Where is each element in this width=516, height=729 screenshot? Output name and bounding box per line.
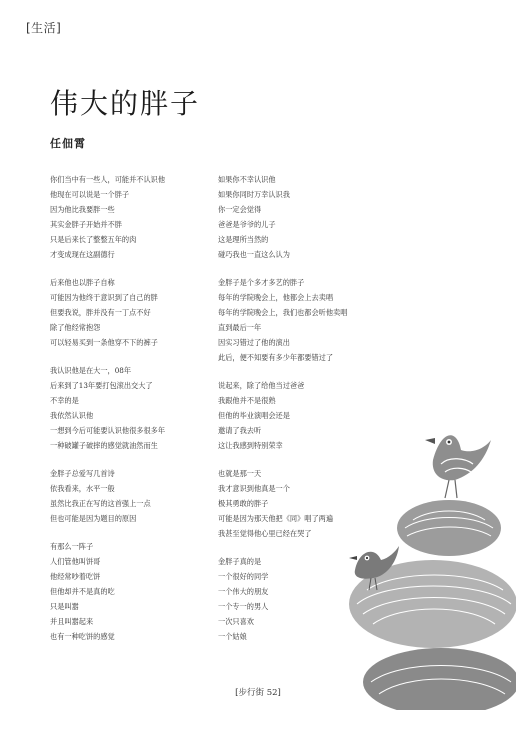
page-footer: [步行街 52] xyxy=(235,688,281,698)
poem-line: 因实习错过了他的演出 xyxy=(218,338,290,347)
poem-line: 直到最后一年 xyxy=(218,323,262,332)
poem-line: 我认识他是在大一，08年 xyxy=(50,366,132,375)
stacked-stones-with-birds-illustration xyxy=(345,420,516,710)
poem-line: 后来到了13年要打包滚出交大了 xyxy=(50,381,153,390)
poem-line: 一个很好的同学 xyxy=(218,572,269,581)
poem-line: 碰巧我也一直这么认为 xyxy=(218,250,290,259)
poem-line: 并且叫嚣起来 xyxy=(50,617,94,626)
poem-line: 一种破罐子破摔的感觉就油然而生 xyxy=(50,441,158,450)
poem-line: 有那么一阵子 xyxy=(50,542,94,551)
poem-line: 金胖子是个多才多艺的胖子 xyxy=(218,278,305,287)
poem-line: 我依然认识他 xyxy=(50,411,94,420)
poem-line: 一个伟大的朋友 xyxy=(218,587,269,596)
poem-line: 但他却并不是真的吃 xyxy=(50,587,115,596)
poem-line: 依我看来，水平一般 xyxy=(50,484,115,493)
poem-line: 这让我感到特别荣幸 xyxy=(218,441,283,450)
poem-line: 一个姑娘 xyxy=(218,632,247,641)
poem-line: 虽然比我正在写的这首强上一点 xyxy=(50,499,151,508)
poem-stanza xyxy=(50,539,230,644)
poem-line: 每年的学院晚会上，我们也都会听他卖唱 xyxy=(218,308,348,317)
poem-line: 但要我说，胖并没有一丁点不好 xyxy=(50,308,151,317)
poem-line: 一次只喜欢 xyxy=(218,617,254,626)
poem-line: 后来他也以胖子自称 xyxy=(50,278,115,287)
poem-line: 你一定会觉得 xyxy=(218,205,262,214)
poem-line: 极其勇敢的胖子 xyxy=(218,499,269,508)
poem-left-column xyxy=(50,172,230,657)
poem-line: 但他的毕业演唱会还是 xyxy=(218,411,290,420)
poem-line: 他经常吵着吃饼 xyxy=(50,572,101,581)
author-name: 任佃霄 xyxy=(50,137,86,150)
poem-line: 才变成现在这副德行 xyxy=(50,250,115,259)
article-title: 伟大的胖子 xyxy=(50,87,201,120)
poem-line: 我甚至觉得他心里已经在哭了 xyxy=(218,529,312,538)
poem-line: 每年的学院晚会上，他都会上去卖唱 xyxy=(218,293,334,302)
poem-stanza xyxy=(218,172,418,262)
poem-line: 人们管他叫饼哥 xyxy=(50,557,101,566)
poem-line: 可能是因为那天他把《同》唱了两遍 xyxy=(218,514,334,523)
poem-stanza xyxy=(50,172,230,262)
poem-stanza xyxy=(218,275,418,365)
poem-line: 他现在可以说是一个胖子 xyxy=(50,190,130,199)
poem-line: 说起来，除了给他当过爸爸 xyxy=(218,381,305,390)
poem-line: 金胖子总爱写几首诗 xyxy=(50,469,115,478)
poem-line: 如果你不幸认识他 xyxy=(218,175,276,184)
poem-line: 你们当中有一些人，可能并不认识他 xyxy=(50,175,166,184)
poem-stanza xyxy=(50,275,230,350)
poem-stanza xyxy=(50,466,230,526)
poem-line: 邀请了我去听 xyxy=(218,426,262,435)
poem-line: 也有一种吃饼的感觉 xyxy=(50,632,115,641)
poem-line: 因为他比我要胖一些 xyxy=(50,205,115,214)
poem-line: 金胖子真的是 xyxy=(218,557,262,566)
poem-line: 只是叫嚣 xyxy=(50,602,79,611)
stone-stack-icon xyxy=(349,500,516,710)
poem-line: 一想到今后可能要认识他很多很多年 xyxy=(50,426,166,435)
poem-line: 爸爸是爷爷的儿子 xyxy=(218,220,276,229)
poem-line: 但也可能是因为题目的原因 xyxy=(50,514,137,523)
poem-line: 只是后来长了整整五年的肉 xyxy=(50,235,137,244)
poem-line: 可能因为他终于意识到了自己的胖 xyxy=(50,293,158,302)
poem-line: 一个专一的男人 xyxy=(218,602,269,611)
poem-line: 其实金胖子开始并不胖 xyxy=(50,220,122,229)
poem-line: 也就是那一天 xyxy=(218,469,262,478)
poem-line: 不幸的是 xyxy=(50,396,79,405)
poem-line: 我跟他并不是很熟 xyxy=(218,396,276,405)
section-tag: [生活] xyxy=(26,21,62,35)
poem-line: 可以轻易买到一条他穿不下的裤子 xyxy=(50,338,158,347)
poem-line: 如果你同时万幸认识我 xyxy=(218,190,290,199)
poem-line: 这是理所当然的 xyxy=(218,235,269,244)
poem-line: 此后，便不知要有多少年都要错过了 xyxy=(218,353,334,362)
poem-stanza xyxy=(50,363,230,453)
poem-line: 除了他经常抱怨 xyxy=(50,323,101,332)
bird-icon xyxy=(425,435,491,498)
poem-line: 我才意识到他真是一个 xyxy=(218,484,290,493)
